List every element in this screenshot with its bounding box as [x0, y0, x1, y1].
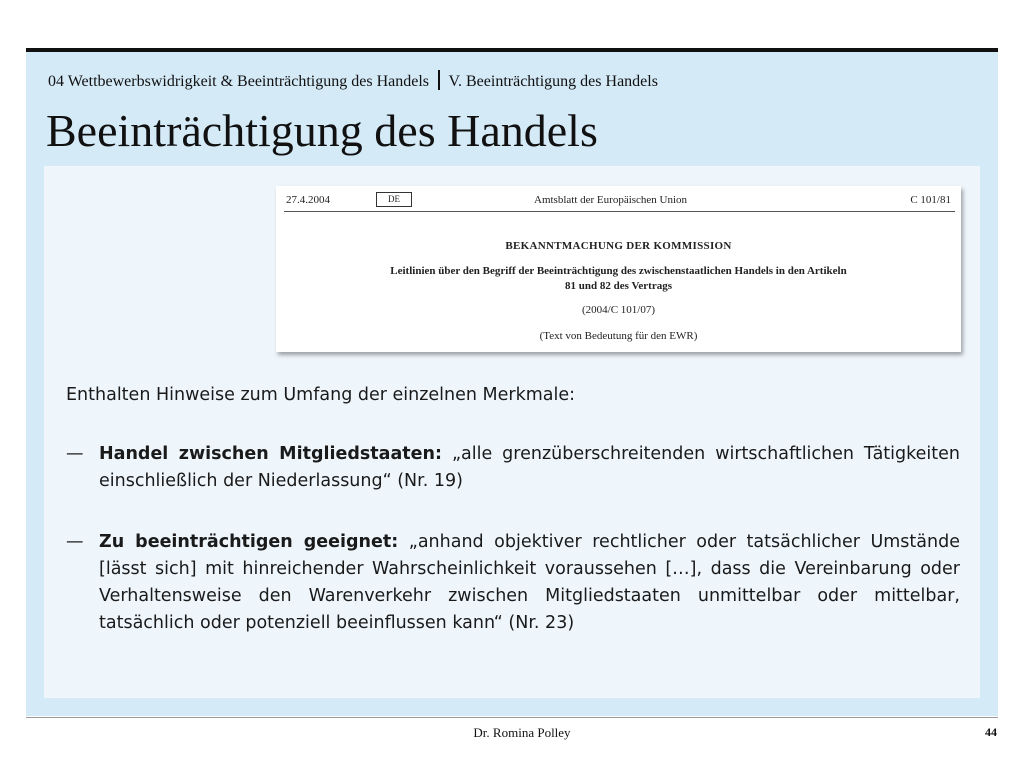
clipping-date: 27.4.2004	[286, 194, 330, 206]
clipping-heading: BEKANNTMACHUNG DER KOMMISSION	[505, 240, 732, 252]
footer-author: Dr. Romina Polley	[473, 725, 571, 740]
page-number: 44	[985, 725, 997, 739]
intro-text: Enthalten Hinweise zum Umfang der einzelnen Merkmale:	[66, 385, 576, 405]
bullet-dash: —	[66, 444, 84, 464]
page-title: Beeinträchtigung des Handels	[46, 105, 598, 156]
footer-rule	[26, 717, 998, 718]
breadcrumb-subsection: V. Beeinträchtigung des Handels	[448, 73, 658, 90]
bullet-label: Zu beeinträchtigen geeignet:	[99, 532, 399, 552]
bullet-item	[66, 441, 960, 495]
breadcrumb-section: 04 Wettbewerbswidrigkeit & Beeinträchtigung des Handels	[48, 73, 429, 90]
bullet-content	[99, 441, 960, 495]
clipping-subtitle-line1: Leitlinien über den Begriff der Beeinträchtigung des zwischenstaatlichen Handels in den Artikeln	[390, 265, 847, 277]
clipping-language-badge: DE	[376, 192, 412, 207]
clipping-journal: Amtsblatt der Europäischen Union	[534, 194, 688, 206]
bullet-content	[99, 529, 960, 637]
clipping-doc-number: (2004/C 101/07)	[581, 304, 656, 316]
breadcrumb	[48, 70, 658, 91]
clipping-subtitle-line2: 81 und 82 des Vertrags	[565, 280, 672, 292]
bullet-dash: —	[66, 532, 84, 552]
breadcrumb-separator	[438, 70, 440, 90]
bullet-label: Handel zwischen Mitgliedstaaten:	[99, 444, 442, 464]
bullet-text: „anhand objektiver rechtlicher oder tatsächlicher Umstände [lässt sich] mit hinreichender Wahrscheinlichkeit voraussehen […], dass die Vereinbarung oder Verhaltensweise den Warenverkehr zwischen Mitgliedstaaten unmittelbar oder mittelbar, tatsächlich oder potenziell beeinflussen kann“ (Nr. 23)	[99, 532, 960, 633]
bullet-text: „alle grenzüberschreitenden wirtschaftlichen Tätigkeiten einschließlich der Niederlassung“ (Nr. 19)	[99, 444, 960, 491]
clipping-eea-note: (Text von Bedeutung für den EWR)	[539, 330, 698, 342]
clipping-reference: C 101/81	[910, 194, 951, 206]
clipping-divider	[284, 211, 955, 212]
bullet-item	[66, 529, 960, 637]
journal-clipping	[276, 186, 961, 352]
